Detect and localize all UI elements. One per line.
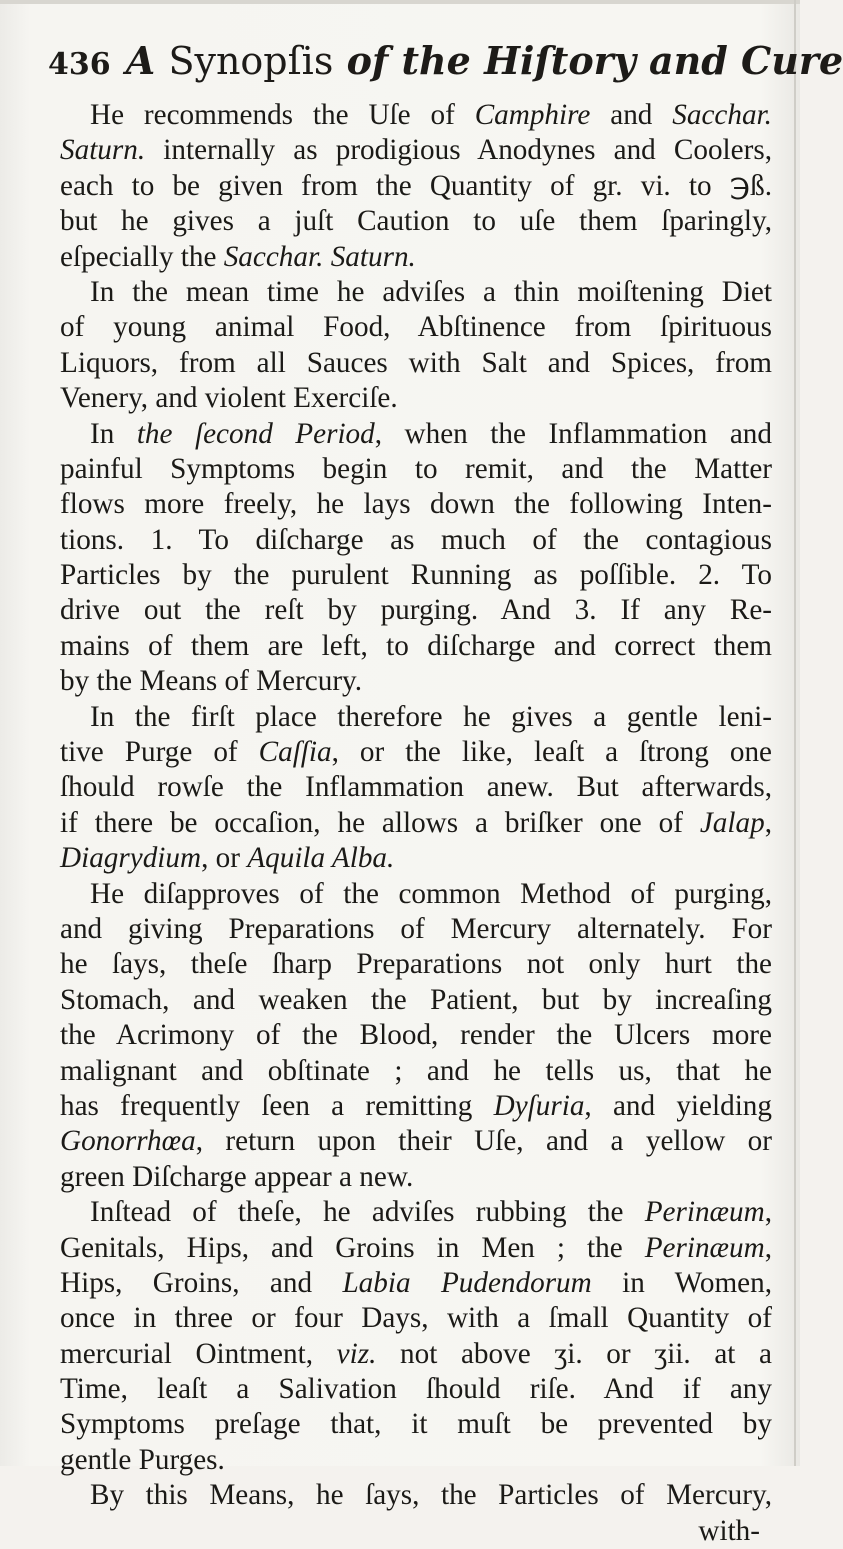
text-line [60,806,772,841]
text-line [60,1443,772,1478]
italic-text-segment: Camphire [474,99,591,131]
italic-text-segment: Labia Pudendorum [342,1266,592,1299]
text-line [60,1407,772,1442]
text-line [60,1514,772,1549]
text-segment: not above ʒi. or ʒii. at a [376,1337,773,1370]
italic-text-segment: Saturn. [60,134,146,167]
text-line [60,240,772,275]
text-segment: , or [201,842,248,875]
running-title-rest: of the Hiſtory and Cure [346,38,843,83]
text-line [60,1195,772,1230]
body-text [60,98,772,1549]
text-segment: but he gives a juſt Caution to uſe them ſparingly, [60,205,772,238]
text-line [60,523,772,558]
text-segment: He recommends the Uſe of [90,99,475,131]
text-segment: , when the Inflammation and [374,417,772,450]
text-segment: of young animal Food, Abſtinence from ſpirituous [60,311,772,344]
text-line [60,310,772,345]
text-segment: flows more freely, he lays down the following Inten- [60,488,772,521]
page-top-edge [0,0,800,4]
text-line [60,487,772,522]
text-segment: gentle Purges. [60,1443,225,1476]
text-line [60,452,772,487]
text-line [60,417,772,452]
text-segment: and [590,99,673,131]
text-segment: once in three or four Days, with a ſmall Quantity of [60,1302,772,1335]
text-segment: mercurial Ointment, [60,1337,337,1370]
text-segment: Venery, and violent Exerciſe. [60,382,398,415]
text-segment: internally as prodigious Anodynes and Coolers, [145,134,772,167]
text-segment: Inſtead of theſe, he adviſes rubbing the [90,1196,645,1229]
text-line [60,664,772,699]
text-segment: In the firſt place therefore he gives a gentle leni- [90,700,772,733]
text-segment: Particles by the purulent Running as poſſible. 2. To [60,559,772,592]
text-line [60,1018,772,1053]
text-line [60,1337,772,1372]
text-segment: , and yielding [584,1089,772,1122]
text-line [60,770,772,805]
text-line [60,1372,772,1407]
italic-text-segment: Aquila Alba. [247,842,395,875]
text-segment: , [764,1196,772,1229]
text-line [60,1231,772,1266]
italic-text-segment: Perinæum [644,1231,765,1264]
text-segment: green Diſcharge appear a new. [60,1160,414,1193]
text-line [60,841,772,876]
text-segment: with- [698,1514,760,1547]
text-segment: the Acrimony of the Blood, render the Ulcers more [60,1019,772,1052]
text-segment: , return upon their Uſe, and a yellow or [195,1125,772,1158]
running-title-synopsis: Synopſis [168,39,334,83]
text-line [60,381,772,416]
text-line [60,1266,772,1301]
text-segment: tions. 1. To diſcharge as much of the contagious [60,523,772,556]
text-segment: Genitals, Hips, and Groins in Men ; the [60,1231,645,1264]
text-line [60,169,772,204]
text-line [60,912,772,947]
text-segment: By this Means, he ſays, the Particles of Mercury, [90,1479,772,1512]
text-segment: , or the like, leaſt a ſtrong one [331,736,772,769]
text-line [60,133,772,168]
running-header [48,38,843,94]
text-segment: malignant and obſtinate ; and he tells us, that he [60,1054,772,1087]
page-number: 436 [48,47,111,82]
text-segment: Time, leaſt a Salivation ſhould riſe. And if any [60,1373,772,1406]
text-segment: , [764,1231,772,1264]
text-segment: by the Means of Mercury. [60,665,363,698]
text-segment: In [90,417,137,450]
text-segment: Stomach, and weaken the Patient, but by increaſing [60,983,772,1016]
text-line [60,275,772,310]
text-line [60,558,772,593]
text-line [60,1054,772,1089]
page-right-edge [794,0,796,1466]
text-segment: He diſapproves of the common Method of purging, [90,877,772,910]
italic-text-segment: Sacchar. [672,99,772,131]
text-line [60,204,772,239]
italic-text-segment: Caſſia [258,736,332,769]
text-segment: Symptoms preſage that, it muſt be prevented by [60,1408,772,1441]
text-segment: he ſays, theſe ſharp Preparations not only hurt the [60,948,772,981]
text-line [60,98,772,133]
text-line [60,593,772,628]
text-line [60,1160,772,1195]
text-segment: ſhould rowſe the Inflammation anew. But afterwards, [60,771,772,804]
text-line [60,983,772,1018]
italic-text-segment: Dyſuria [493,1089,585,1122]
italic-text-segment: viz. [336,1337,377,1370]
text-segment: each to be given from the Quantity of gr. vi. to ℈ß. [60,169,772,202]
text-segment: and giving Preparations of Mercury alternately. For [60,912,772,945]
text-line [60,735,772,770]
italic-text-segment: Perinæum [644,1196,765,1229]
text-line [60,1301,772,1336]
text-segment: if there be occaſion, he allows a briſker one of [60,806,700,839]
text-segment: drive out the reſt by purging. And 3. If any Re- [60,594,772,627]
italic-text-segment: the ſecond Period [136,417,375,450]
running-title-prefix: A [125,38,156,83]
text-line [60,700,772,735]
text-segment: tive Purge of [60,736,259,769]
text-segment: Liquors, from all Sauces with Salt and Spices, from [60,346,772,379]
text-segment: Hips, Groins, and [60,1266,343,1299]
text-segment: In the mean time he adviſes a thin moiſtening Diet [90,275,772,308]
text-line [60,346,772,381]
running-title [126,38,843,83]
italic-text-segment: Gonorrhœa [60,1125,196,1158]
text-segment: eſpecially the [60,240,224,273]
italic-text-segment: Diagrydium [60,842,202,875]
text-segment: , [764,806,772,839]
text-line [60,947,772,982]
italic-text-segment: Jalap [699,806,765,839]
text-segment: mains of them are left, to diſcharge and correct them [60,629,772,662]
text-line [60,629,772,664]
text-line [60,877,772,912]
italic-text-segment: Sacchar. Saturn. [223,240,416,273]
text-segment: has frequently ſeen a remitting [60,1089,494,1122]
text-line [60,1478,772,1513]
text-segment: in Women, [591,1266,773,1299]
text-line [60,1124,772,1159]
text-segment: painful Symptoms begin to remit, and the Matter [60,452,772,485]
text-line [60,1089,772,1124]
